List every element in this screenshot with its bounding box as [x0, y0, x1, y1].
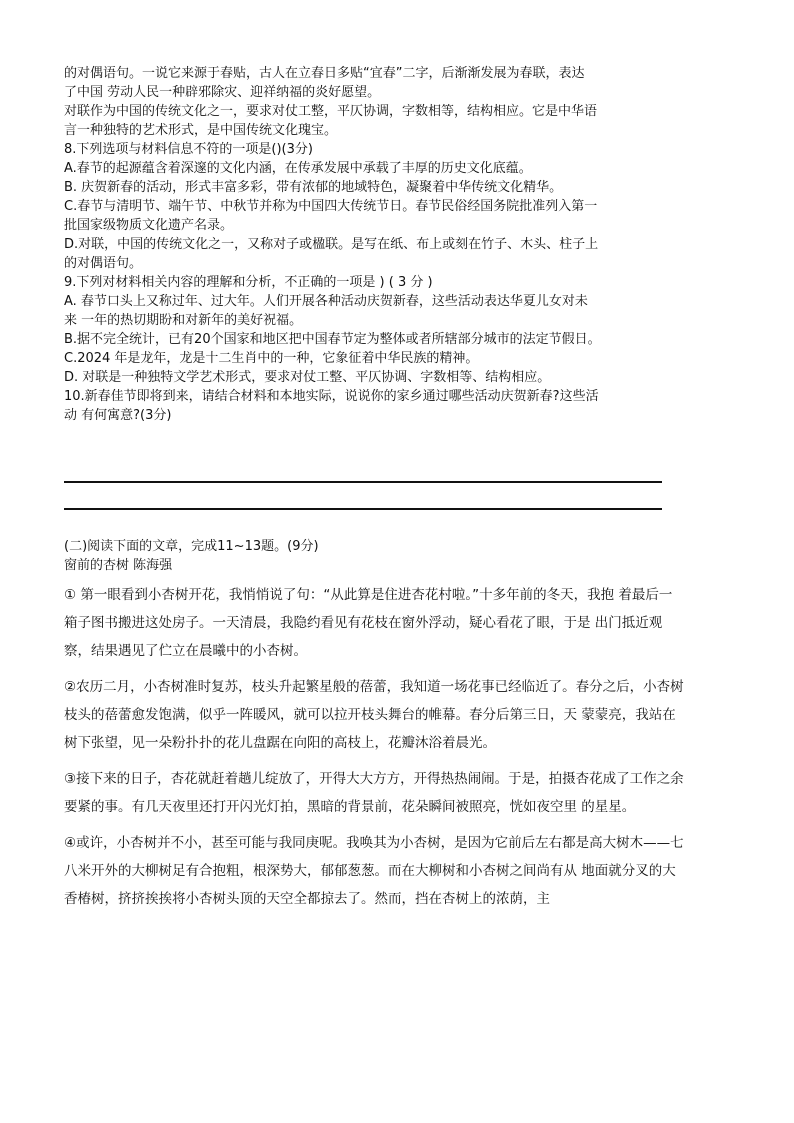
option-c-cont: 批国家级物质文化遗产名录。	[64, 218, 234, 233]
article-title: 窗前的杏树 陈海强	[64, 558, 173, 573]
answer-line[interactable]	[64, 481, 662, 483]
text-line: 对联作为中国的传统文化之一，要求对仗工整，平仄协调，字数相等，结构相应。它是中华语	[64, 104, 598, 119]
paragraph-3: ③接下来的日子，杏花就赶着趟儿绽放了，开得大大方方，开得热热闹闹。于是，拍摄杏花成了工作之余要紧的事。有几天夜里还打开闪光灯拍，黑暗的背景前，花朵瞬间被照亮，恍如夜空里 的星星。	[64, 771, 684, 815]
option-b: B.据不完全统计，已有20个国家和地区把中国春节定为整体或者所辖部分城市的法定节假日。	[64, 332, 601, 347]
option-a-cont: 来 一年的热切期盼和对新年的美好祝福。	[64, 313, 303, 328]
question-9: 9.下列对材料相关内容的理解和分析，不正确的一项是 ) ( 3 分 )	[64, 275, 433, 290]
text-line: 的对偶语句。一说它来源于春贴，古人在立春日多贴“宜春”二字，后渐渐发展为春联，表达	[64, 66, 585, 81]
option-d: D. 对联是一种独特文学艺术形式，要求对仗工整、平仄协调、字数相等、结构相应。	[64, 370, 551, 385]
option-c: C.2024 年是龙年，龙是十二生肖中的一种，它象征着中华民族的精神。	[64, 351, 479, 366]
option-d: D.对联，中国的传统文化之一，又称对子或楹联。是写在纸、布上或刻在竹子、木头、柱子上	[64, 237, 599, 252]
option-c: C.春节与清明节、端午节、中秋节并称为中国四大传统节日。春节民俗经国务院批准列入第一	[64, 199, 598, 214]
question-block	[64, 64, 684, 425]
section-heading: (二)阅读下面的文章，完成11~13题。(9分)	[64, 539, 319, 554]
option-d-cont: 的对偶语句。	[64, 256, 143, 271]
paragraph-4: ④或许，小杏树并不小，甚至可能与我同庚呢。我唤其为小杏树，是因为它前后左右都是高大树木——七八米开外的大柳树足有合抱粗，根深势大，郁郁葱葱。而在大柳树和小杏树之间尚有从 地面就分叉的大香椿树，挤挤挨挨将小杏树头顶的天空全都掠去了。然而，挡在杏树上的浓荫，主	[64, 835, 684, 907]
answer-line[interactable]	[64, 508, 662, 510]
question-8: 8.下列选项与材料信息不符的一项是()(3分)	[64, 142, 313, 157]
text-line: 了中国 劳动人民一种辟邪除灾、迎祥纳福的炎好愿望。	[64, 85, 381, 100]
question-10-cont: 动 有何寓意?(3分)	[64, 408, 172, 423]
paragraph-2: ②农历二月，小杏树准时复苏，枝头升起繁星般的蓓蕾，我知道一场花事已经临近了。春分之后，小杏树枝头的蓓蕾愈发饱满，似乎一阵暖风，就可以拉开枝头舞台的帷幕。春分后第三日，天 蒙蒙亮，我站在树下张望，见一朵粉扑扑的花儿盘踞在向阳的高枝上，花瓣沐浴着晨光。	[64, 679, 684, 751]
question-10: 10.新春佳节即将到来，请结合材料和本地实际，说说你的家乡通过哪些活动庆贺新春?这些活	[64, 389, 599, 404]
option-a: A. 春节口头上又称过年、过大年。人们开展各种活动庆贺新春，这些活动表达华夏儿女对未	[64, 294, 588, 309]
option-a: A.春节的起源蕴含着深邃的文化内涵，在传承发展中承载了丰厚的历史文化底蕴。	[64, 161, 532, 176]
text-line: 言一种独特的艺术形式，是中国传统文化瑰宝。	[64, 123, 338, 138]
reading-section	[64, 537, 684, 921]
option-b: B. 庆贺新春的活动，形式丰富多彩，带有浓郁的地域特色，凝聚着中华传统文化精华。	[64, 180, 563, 195]
paragraph-1: ① 第一眼看到小杏树开花，我悄悄说了句：“从此算是住进杏花村啦。”十多年前的冬天，我抱 着最后一箱子图书搬进这处房子。一天清晨，我隐约看见有花枝在窗外浮动，疑心看花了眼，于是 出门抵近观察，结果遇见了伫立在晨曦中的小杏树。	[64, 587, 673, 659]
